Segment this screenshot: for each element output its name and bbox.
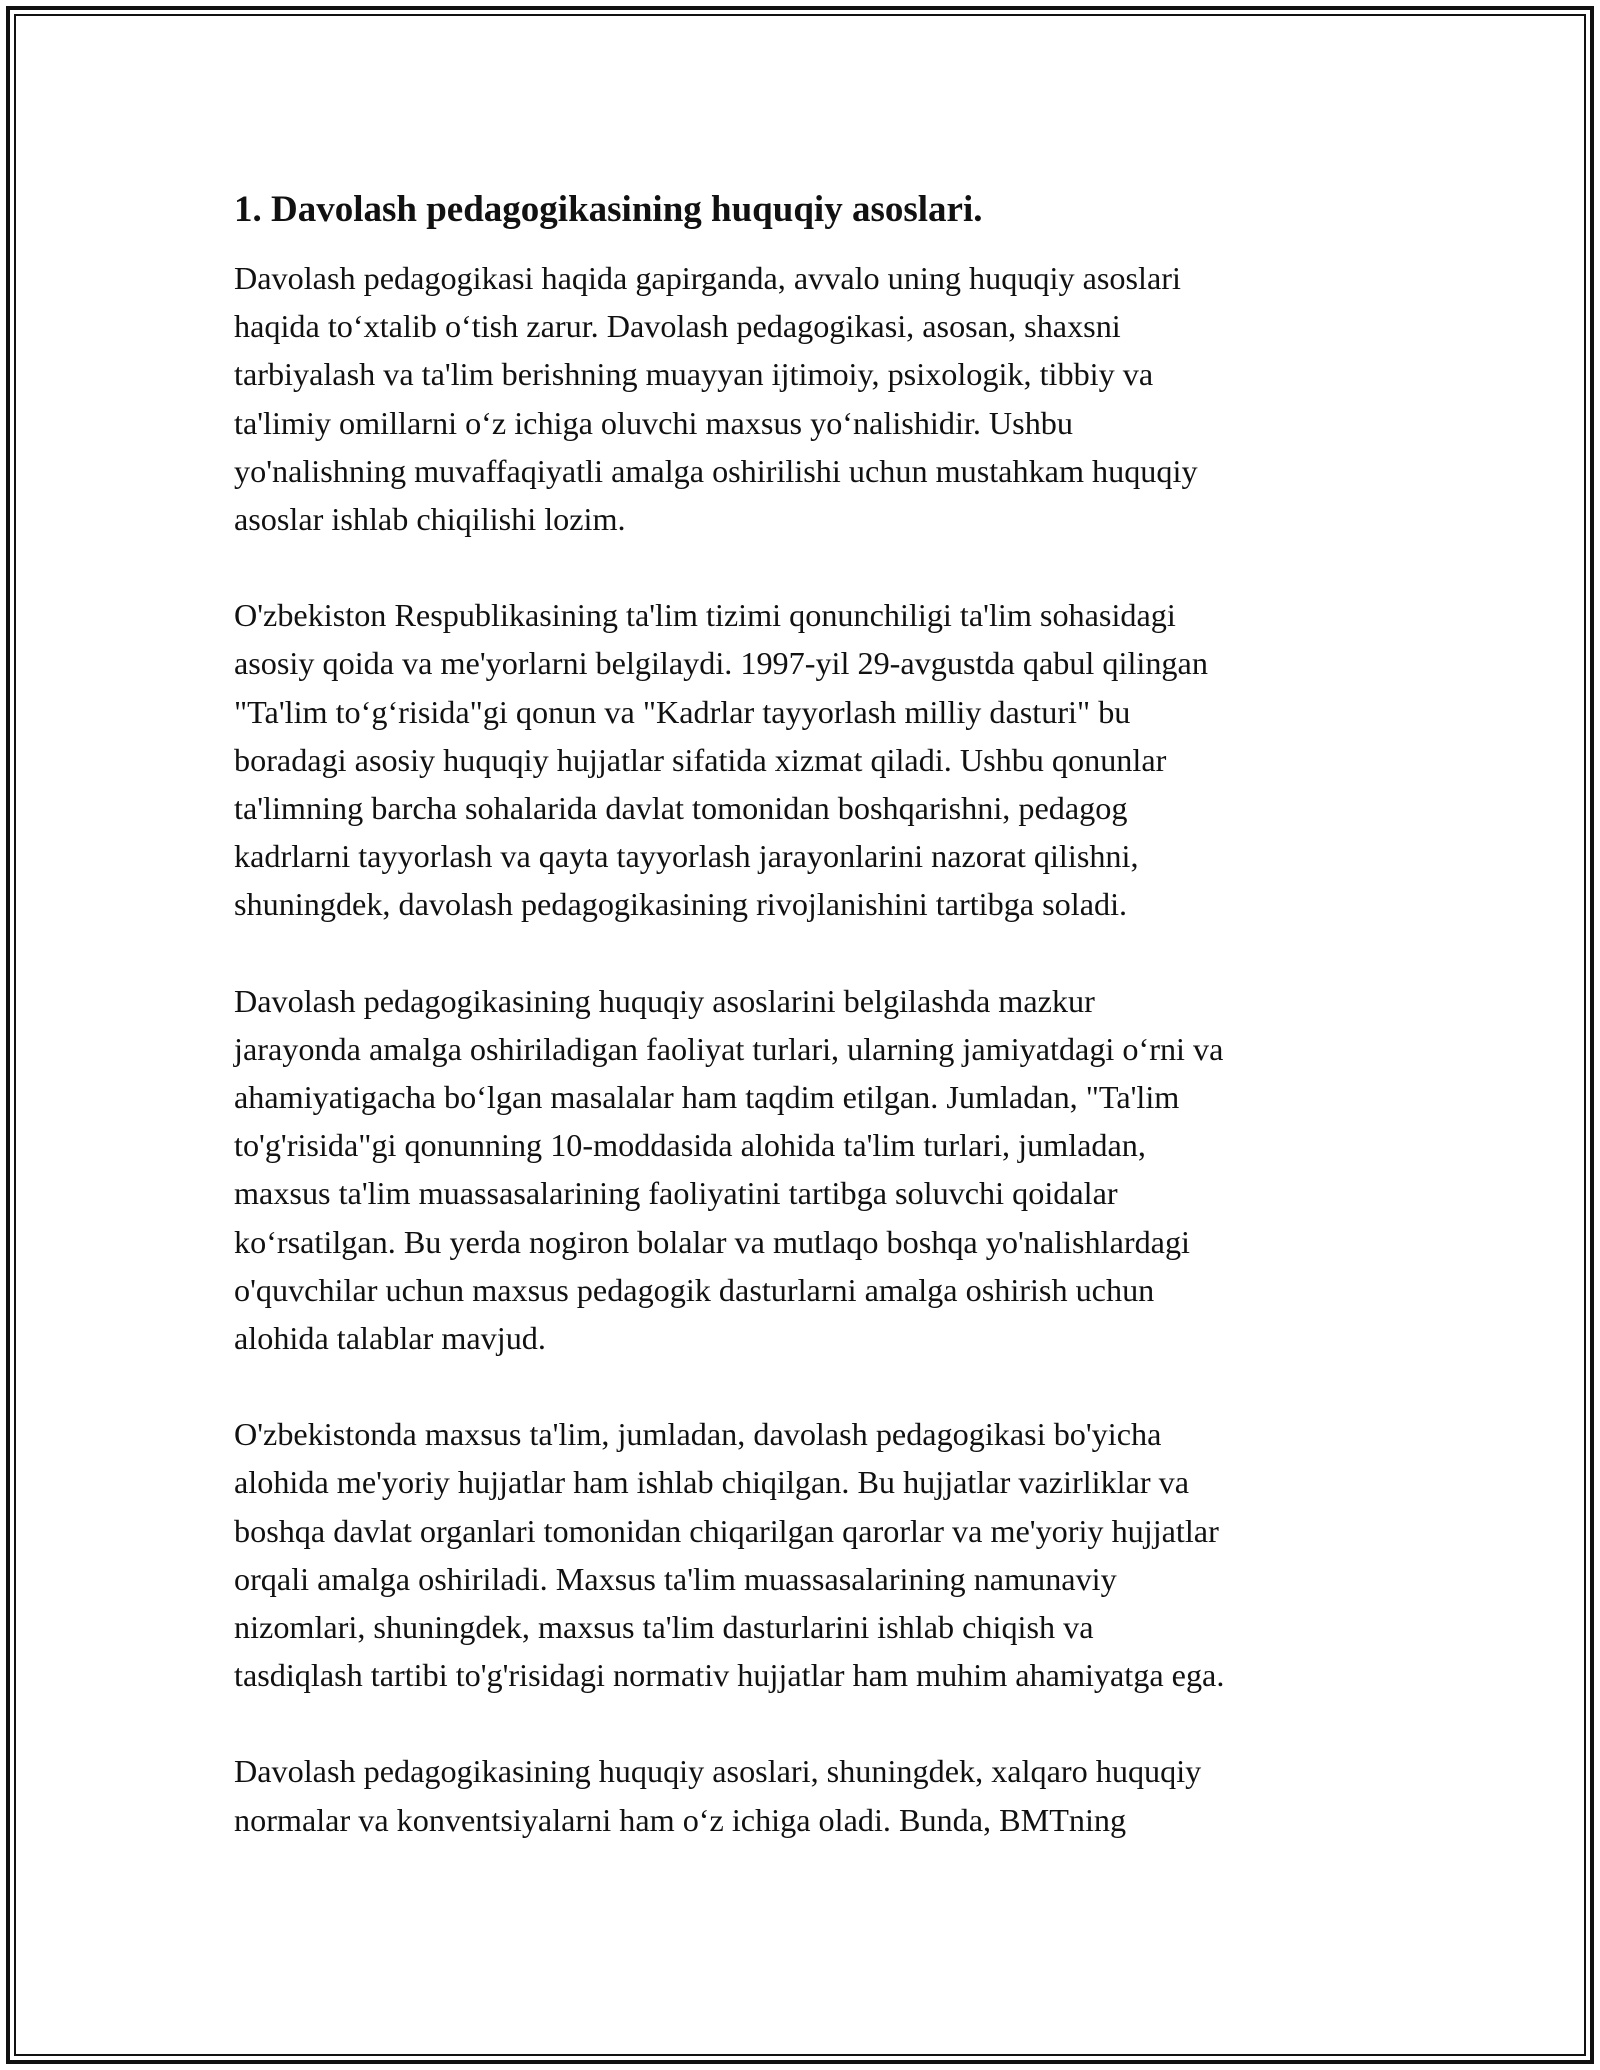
paragraph	[234, 1410, 1384, 1699]
paragraph-line: normalar va konventsiyalarni ham o‘z ichiga oladi. Bunda, BMTning	[234, 1801, 1127, 1838]
paragraph-line: O'zbekistonda maxsus ta'lim, jumladan, davolash pedagogikasi bo'yicha	[234, 1416, 1162, 1453]
paragraph-line: ko‘rsatilgan. Bu yerda nogiron bolalar va mutlaqo boshqa yo'nalishlardagi	[234, 1223, 1190, 1260]
paragraph-line: maxsus ta'lim muassasalarining faoliyatini tartibga soluvchi qoidalar	[234, 1175, 1118, 1212]
document-body	[234, 186, 1384, 1892]
paragraph-line: orqali amalga oshiriladi. Maxsus ta'lim muassasalarining namunaviy	[234, 1560, 1117, 1597]
paragraph-line: "Ta'lim to‘g‘risida"gi qonun va "Kadrlar tayyorlash milliy dasturi" bu	[234, 693, 1131, 730]
paragraph-line: o'quvchilar uchun maxsus pedagogik dasturlarni amalga oshirish uchun	[234, 1271, 1155, 1308]
paragraph-line: boshqa davlat organlari tomonidan chiqarilgan qarorlar va me'yoriy hujjatlar	[234, 1512, 1219, 1549]
paragraph-line: kadrlarni tayyorlash va qayta tayyorlash jarayonlarini nazorat qilishni,	[234, 838, 1139, 875]
paragraph-line: asosiy qoida va me'yorlarni belgilaydi. 1997-yil 29-avgustda qabul qilingan	[234, 645, 1208, 682]
paragraph-line: alohida me'yoriy hujjatlar ham ishlab chiqilgan. Bu hujjatlar vazirliklar va	[234, 1464, 1190, 1501]
paragraph-line: yo'nalishning muvaffaqiyatli amalga oshirilishi uchun mustahkam huquqiy	[234, 452, 1198, 489]
paragraph-line: O'zbekiston Respublikasining ta'lim tizimi qonunchiligi ta'lim sohasidagi	[234, 597, 1176, 634]
paragraph-line: jarayonda amalga oshiriladigan faoliyat turlari, ularning jamiyatdagi o‘rni va	[234, 1030, 1224, 1067]
document-title: 1. Davolash pedagogikasining huquqiy asoslari.	[234, 189, 983, 230]
paragraph-line: boradagi asosiy huquqiy hujjatlar sifatida xizmat qiladi. Ushbu qonunlar	[234, 741, 1167, 778]
paragraph-line: nizomlari, shuningdek, maxsus ta'lim dasturlarini ishlab chiqish va	[234, 1609, 1094, 1646]
paragraph	[234, 977, 1384, 1363]
paragraph-line: alohida talablar mavjud.	[234, 1320, 546, 1357]
paragraph	[234, 1747, 1384, 1843]
paragraph-line: to'g'risida"gi qonunning 10-moddasida alohida ta'lim turlari, jumladan,	[234, 1127, 1146, 1164]
paragraph-line: Davolash pedagogikasining huquqiy asoslarini belgilashda mazkur	[234, 982, 1095, 1019]
paragraph-line: Davolash pedagogikasi haqida gapirganda, avvalo uning huquqiy asoslari	[234, 260, 1181, 296]
paragraph-line: ta'limning barcha sohalarida davlat tomonidan boshqarishni, pedagog	[234, 790, 1128, 827]
paragraph-line: ta'limiy omillarni o‘z ichiga oluvchi maxsus yo‘nalishidir. Ushbu	[234, 404, 1073, 441]
paragraph-line: haqida to‘xtalib o‘tish zarur. Davolash pedagogikasi, asosan, shaxsni	[234, 308, 1121, 345]
paragraph-line: tarbiyalash va ta'lim berishning muayyan ijtimoiy, psixologik, tibbiy va	[234, 356, 1154, 393]
paragraph-line: asoslar ishlab chiqilishi lozim.	[234, 501, 626, 538]
paragraph-list	[234, 254, 1384, 1844]
paragraph	[234, 591, 1384, 928]
paragraph-line: Davolash pedagogikasining huquqiy asoslari, shuningdek, xalqaro huquqiy	[234, 1753, 1202, 1790]
paragraph-line: shuningdek, davolash pedagogikasining rivojlanishini tartibga soladi.	[234, 886, 1128, 923]
paragraph-line: ahamiyatigacha bo‘lgan masalalar ham taqdim etilgan. Jumladan, "Ta'lim	[234, 1079, 1180, 1116]
paragraph-line: tasdiqlash tartibi to'g'risidagi normativ hujjatlar ham muhim ahamiyatga ega.	[234, 1657, 1225, 1694]
paragraph	[234, 254, 1384, 543]
